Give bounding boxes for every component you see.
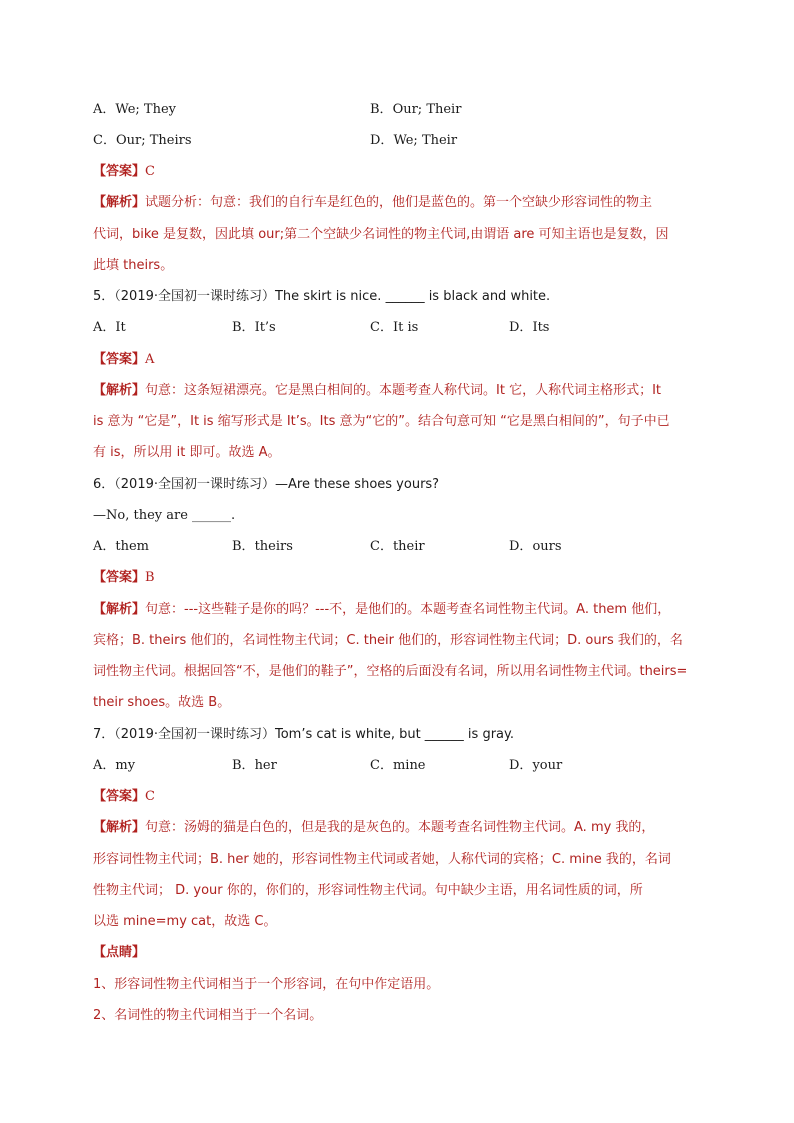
q4-analysis-line-3: 此填 theirs。 — [93, 258, 174, 273]
option-text: theirs — [254, 539, 293, 554]
option-text: your — [532, 758, 563, 773]
q7-analysis-line-3: 性物主代词； D. your 你的，你们的，形容词性物主代词。句中缺少主语，用名词性质的词，所 — [93, 883, 643, 898]
q7-option-b — [232, 757, 277, 775]
q6-option-a — [93, 538, 149, 556]
option-text: Our; Their — [392, 102, 462, 117]
q7-tip-2: 2、名词性的物主代词相当于一个名词。 — [93, 1008, 323, 1023]
analysis-text: 句意：汤姆的猫是白色的，但是我的是灰色的。本题考查名词性物主代词。A. my 我的， — [145, 820, 655, 835]
q5-analysis-line-1 — [93, 382, 661, 400]
analysis-label: 【解析】 — [93, 195, 146, 210]
option-text: Our; Theirs — [115, 133, 192, 148]
q4-option-a — [93, 101, 176, 119]
option-key: A． — [93, 102, 116, 117]
q5-option-c — [370, 319, 418, 337]
q7-tips-label: 【点睛】 — [93, 945, 146, 960]
analysis-text: 句意：---这些鞋子是你的吗？---不，是他们的。本题考查名词性物主代词。A. them 他们， — [145, 602, 671, 617]
q4-analysis-line-2: 代词，bike 是复数，因此填 our;第二个空缺少名词性的物主代词,由谓语 are 可知主语也是复数，因 — [93, 227, 669, 242]
q6-analysis-line-3: 词性物主代词。根据回答“不，是他们的鞋子”，空格的后面没有名词，所以用名词性物主代词。theirs= — [93, 664, 688, 679]
option-key: C． — [370, 539, 393, 554]
answer-label: 【答案】 — [93, 352, 146, 367]
option-key: D． — [370, 133, 394, 148]
q7-answer — [93, 788, 155, 806]
option-text: my — [115, 758, 136, 773]
option-key: C． — [370, 320, 393, 335]
q7-option-a — [93, 757, 135, 775]
q6-option-b — [232, 538, 293, 556]
answer-value: C — [145, 789, 155, 804]
option-key: D． — [509, 758, 533, 773]
analysis-label: 【解析】 — [93, 820, 146, 835]
analysis-label: 【解析】 — [93, 602, 146, 617]
q5-option-a — [93, 319, 126, 337]
q6-analysis-line-1 — [93, 601, 670, 619]
q5-analysis-line-3: 有 is，所以用 it 即可。故选 A。 — [93, 445, 281, 460]
answer-label: 【答案】 — [93, 164, 146, 179]
q6-analysis-line-2: 宾格；B. theirs 他们的，名词性物主代词；C. their 他们的，形容词性物主代词；D. ours 我们的，名 — [93, 633, 683, 648]
option-key: C． — [93, 133, 116, 148]
answer-label: 【答案】 — [93, 570, 146, 585]
q4-answer — [93, 163, 155, 181]
q5-answer — [93, 351, 154, 369]
option-text: We; Their — [393, 133, 458, 148]
q7-tip-1: 1、形容词性物主代词相当于一个形容词，在句中作定语用。 — [93, 977, 440, 992]
q4-option-d — [370, 132, 457, 150]
option-key: B． — [232, 320, 255, 335]
q6-option-d — [509, 538, 562, 556]
q5-option-b — [232, 319, 276, 337]
q7-stem: 7．（2019·全国初一课时练习）Tom’s cat is white, but ______ is gray. — [93, 727, 514, 742]
option-key: A． — [93, 539, 116, 554]
q6-stem: 6．（2019·全国初一课时练习）—Are these shoes yours? — [93, 477, 440, 492]
option-text: their — [392, 539, 425, 554]
answer-value: A — [145, 352, 155, 367]
option-key: A． — [93, 758, 116, 773]
q6-option-c — [370, 538, 425, 556]
option-text: them — [115, 539, 150, 554]
q4-analysis-line-1 — [93, 194, 652, 212]
answer-label: 【答案】 — [93, 789, 146, 804]
analysis-label: 【解析】 — [93, 383, 146, 398]
option-text: ours — [532, 539, 562, 554]
option-key: C． — [370, 758, 393, 773]
option-text: It — [115, 320, 126, 335]
q7-analysis-line-4: 以选 mine=my cat，故选 C。 — [93, 914, 277, 929]
option-key: D． — [509, 320, 533, 335]
option-key: B． — [370, 102, 393, 117]
q6-stem-reply: —No, they are ______. — [93, 508, 236, 523]
option-key: B． — [232, 758, 255, 773]
q4-option-c — [93, 132, 192, 150]
q6-answer — [93, 569, 155, 587]
analysis-text: 句意：这条短裙漂亮。它是黑白相间的。本题考查人称代词。It 它，人称代词主格形式；It — [145, 383, 662, 398]
analysis-text: 试题分析：句意：我们的自行车是红色的，他们是蓝色的。第一个空缺少形容词性的物主 — [145, 195, 653, 210]
q5-analysis-line-2: is 意为 “它是”，It is 缩写形式是 It’s。Its 意为“它的”。结合句意可知 “它是黑白相间的”，句子中已 — [93, 414, 670, 429]
q4-option-b — [370, 101, 461, 119]
answer-value: C — [145, 164, 155, 179]
option-text: It’s — [254, 320, 276, 335]
q5-stem: 5．（2019·全国初一课时练习）The skirt is nice. ______ is black and white. — [93, 289, 551, 304]
option-key: A． — [93, 320, 116, 335]
q7-analysis-line-2: 形容词性物主代词；B. her 她的，形容词性物主代词或者她，人称代词的宾格；C. mine 我的，名词 — [93, 852, 671, 867]
q5-option-d — [509, 319, 549, 337]
option-text: It is — [392, 320, 419, 335]
option-key: B． — [232, 539, 255, 554]
option-text: We; They — [115, 102, 176, 117]
q6-analysis-line-4: their shoes。故选 B。 — [93, 695, 231, 710]
option-text: Its — [532, 320, 550, 335]
option-key: D． — [509, 539, 533, 554]
answer-value: B — [145, 570, 155, 585]
q7-analysis-line-1 — [93, 819, 654, 837]
q7-option-c — [370, 757, 426, 775]
option-text: mine — [392, 758, 426, 773]
q7-option-d — [509, 757, 562, 775]
option-text: her — [254, 758, 277, 773]
